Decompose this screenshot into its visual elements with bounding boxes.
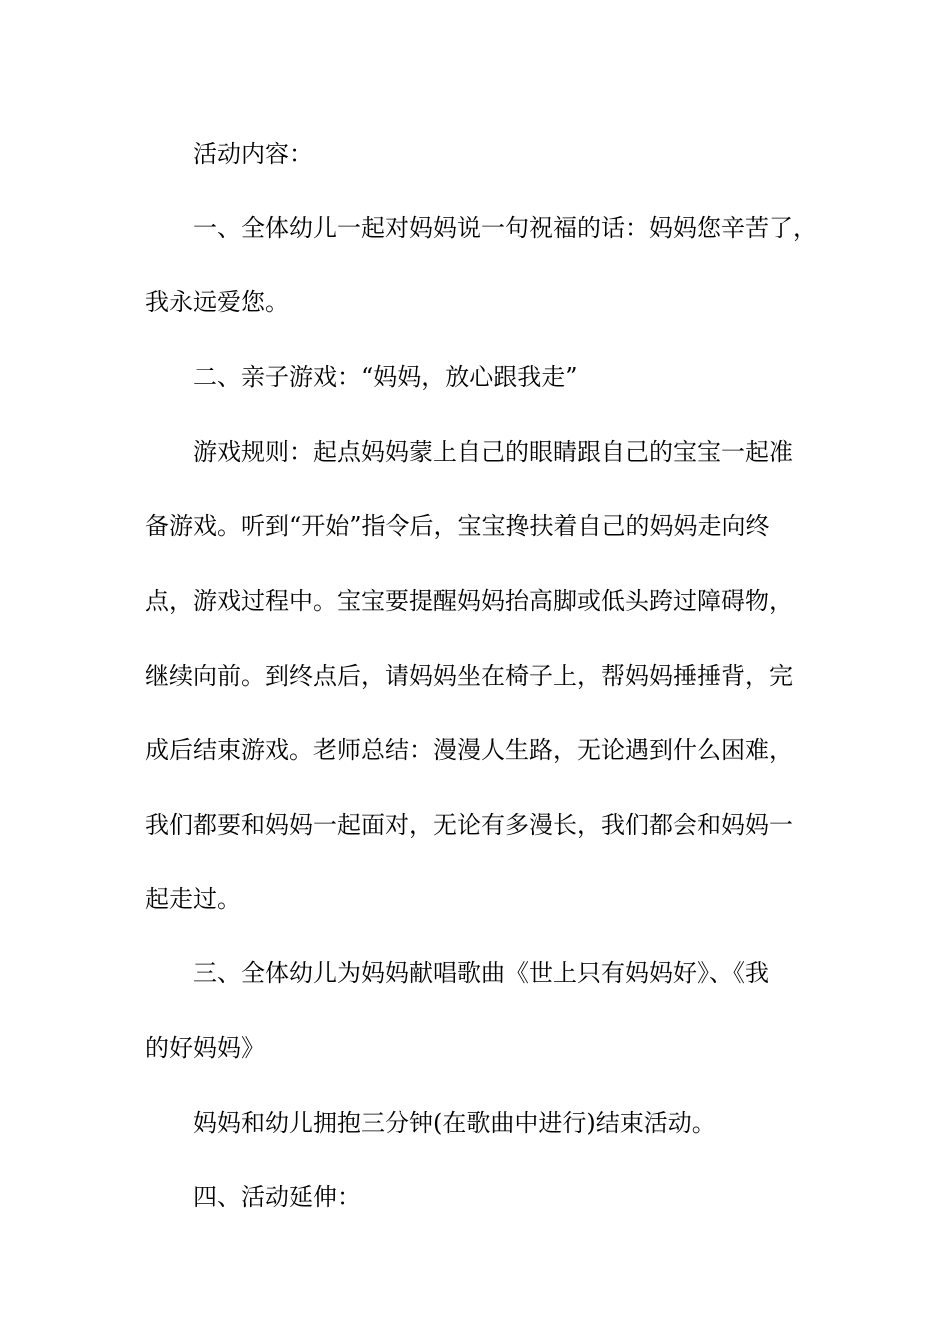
paragraph-line: 备游戏。听到“开始”指令后，宝宝搀扶着自己的妈妈走向终	[145, 512, 770, 540]
paragraph-line: 二、亲子游戏：“妈妈，放心跟我走”	[193, 363, 578, 391]
section-heading-activity-content: 活动内容：	[193, 140, 313, 168]
paragraph-line: 的好妈妈》	[145, 1034, 265, 1062]
paragraph-line: 点，游戏过程中。宝宝要提醒妈妈抬高脚或低头跨过障碍物，	[145, 587, 793, 615]
paragraph-line: 三、全体幼儿为妈妈献唱歌曲《世上只有妈妈好》、《我	[193, 959, 769, 987]
paragraph-line: 成后结束游戏。老师总结：漫漫人生路，无论遇到什么困难，	[145, 736, 793, 764]
paragraph-line: 游戏规则：起点妈妈蒙上自己的眼睛跟自己的宝宝一起准	[193, 438, 793, 466]
paragraph-line: 一、全体幼儿一起对妈妈说一句祝福的话：妈妈您辛苦了，	[193, 214, 817, 242]
section-heading-activity-extension: 四、活动延伸：	[193, 1183, 361, 1211]
paragraph-line: 妈妈和幼儿拥抱三分钟(在歌曲中进行)结束活动。	[193, 1109, 716, 1137]
paragraph-line: 我永远爱您。	[145, 288, 289, 316]
paragraph-line: 我们都要和妈妈一起面对，无论有多漫长，我们都会和妈妈一	[145, 811, 793, 839]
paragraph-line: 继续向前。到终点后，请妈妈坐在椅子上，帮妈妈捶捶背，完	[145, 662, 793, 690]
paragraph-line: 起走过。	[145, 885, 241, 913]
